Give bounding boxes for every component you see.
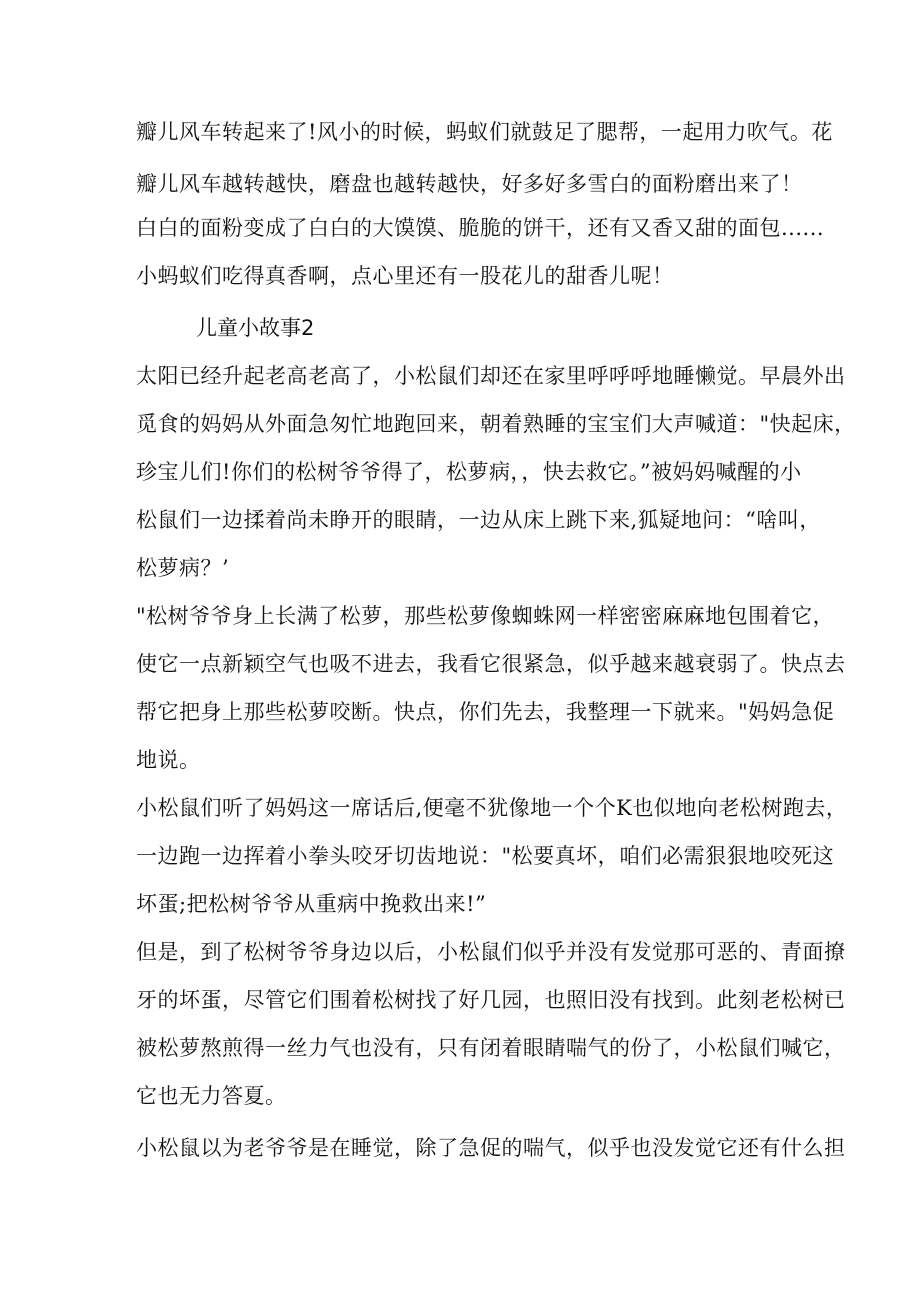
text-line: 地说。 [136,748,201,772]
text-line: 松萝病？’ [136,556,230,580]
text-line: 瓣儿风车转起来了!风小的时候，蚂蚁们就鼓足了腮帮，一起用力吹气。花 [136,120,833,144]
text-line: 小松鼠以为老爷爷是在睡觉，除了急促的喘气，似乎也没发觉它还有什么担 [136,1136,846,1160]
text-line: 但是，到了松树爷爷身边以后，小松鼠们似乎并没有发觉那可恶的、青面撩 [136,940,846,964]
text-line: 一边跑一边挥着小拳头咬牙切齿地说："松要真坏，咱们必需狠狠地咬死这 [136,844,835,868]
text-line: 小蚂蚁们吃得真香啊，点心里还有一股花儿的甜香儿呢！ [136,264,674,288]
text-line: 坏蛋;把松树爷爷从重病中挽救出来!” [136,892,487,916]
text-line: 使它一点新颖空气也吸不进去，我看它很紧急，似乎越来越衰弱了。快点去 [136,652,846,676]
text-line: 珍宝儿们!你们的松树爷爷得了，松萝病，，快去救它。”被妈妈喊醒的小 [136,460,802,484]
text-line: "松树爷爷身上长满了松萝，那些松萝像蜘蛛网一样密密麻麻地包围着它， [136,604,835,628]
section-heading: 儿童小故事2 [196,316,315,340]
text-line: 太阳已经升起老高老高了，小松鼠们却还在家里呼呼呼地睡懒觉。早晨外出 [136,364,846,388]
text-line: 牙的坏蛋，尽管它们围着松树找了好几园，也照旧没有找到。此刻老松树已 [136,988,846,1012]
text-line: 白白的面粉变成了白白的大馍馍、脆脆的饼干，还有又香又甜的面包...... [136,216,825,240]
text-line: 小松鼠们听了妈妈这一席话后,便毫不犹像地一个个K也似地向老松树跑去， [136,796,848,820]
text-line: 觅食的妈妈从外面急匆忙地跑回来，朝着熟睡的宝宝们大声喊道："快起床， [136,412,856,436]
text-line: 它也无力答夏。 [136,1084,287,1108]
text-line: 松鼠们一边揉着尚未睁开的眼睛，一边从床上跳下来,狐疑地问：“啥叫， [136,508,821,532]
text-line: 被松萝熬煎得一丝力气也没有，只有闭着眼睛喘气的份了，小松鼠们喊它， [136,1036,846,1060]
text-line: 帮它把身上那些松萝咬断。快点，你们先去，我整理一下就来。"妈妈急促 [136,700,835,724]
text-line: 瓣儿风车越转越快，磨盘也越转越快，好多好多雪白的面粉磨出来了！ [136,172,803,196]
